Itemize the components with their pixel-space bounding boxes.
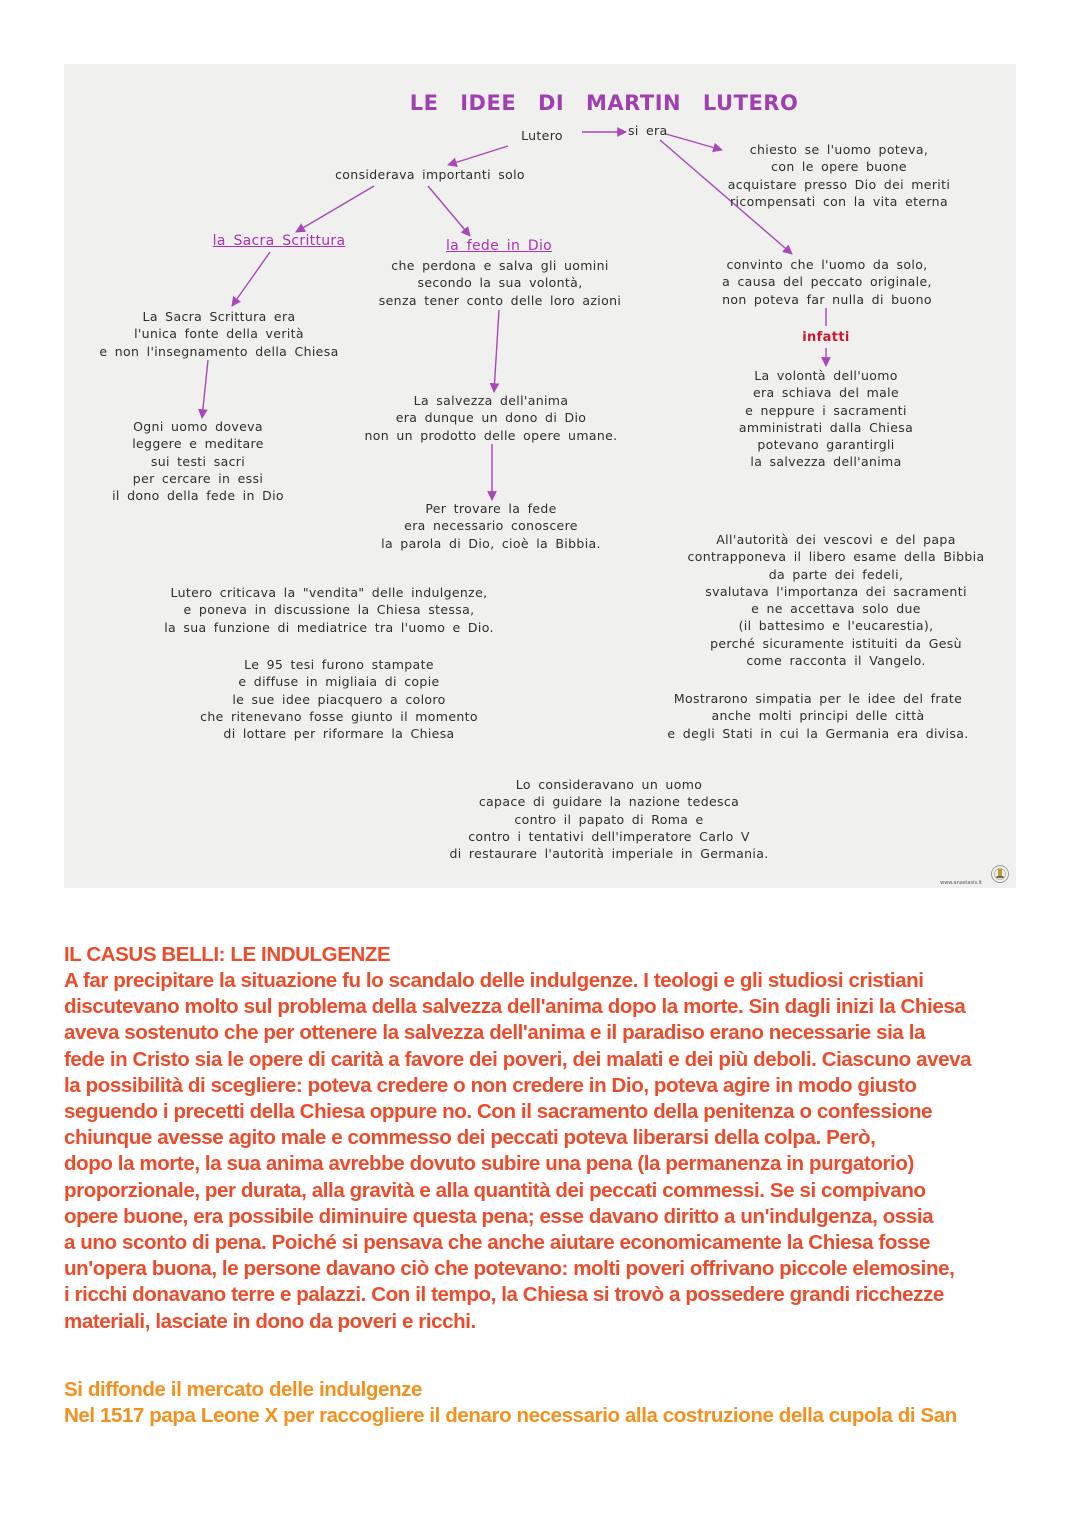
paragraph-mercato: [64, 1403, 1024, 1429]
concept-map: [64, 64, 1016, 888]
arrow-unica-ogni: [202, 360, 208, 418]
paragraph-line: materiali, lasciate in dono da poveri e ricchi.: [64, 1309, 476, 1333]
node-lutero: Lutero: [521, 128, 563, 143]
node-trovare-fede: Per trovare la fede era necessario conoscere la parola di Dio, cioè la Bibbia.: [381, 501, 601, 551]
node-ogni-uomo: Ogni uomo doveva leggere e meditare sui testi sacri per cercare in essi il dono della fede in Dio: [112, 419, 284, 504]
section-title-mercato: Si diffonde il mercato delle indulgenze: [64, 1377, 423, 1401]
paragraph-line: aveva sostenuto che per ottenere la salvezza dell'anima e il paradiso erano necessarie sia la: [64, 1021, 925, 1045]
node-autorita: All'autorità dei vescovi e del papa contrapponeva il libero esame della Bibbia da parte dei fedeli, svalutava l'importanza dei sacramenti e ne accettava solo due (il battesimo e l'eucarestia), perché sicuramente istituiti da Gesù come racconta il Vangelo.: [687, 532, 985, 669]
node-convinto: convinto che l'uomo da solo, a causa del peccato originale, non poteva far nulla di buono: [722, 257, 932, 307]
paragraph-line: proporzionale, per durata, alla gravità e alla quantità dei peccati commessi. Se si compivano: [64, 1178, 926, 1202]
paragraph-line: opere buone, era possibile diminuire questa pena; esse davano diritto a un'indulgenza, ossia: [64, 1204, 934, 1228]
article: [64, 942, 1024, 1429]
section-title-casus-belli: IL CASUS BELLI: LE INDULGENZE: [64, 943, 391, 966]
arrow-sacra-unica: [232, 252, 270, 306]
arrow-considerava-fede: [428, 186, 470, 236]
paragraph-casus-belli: [64, 968, 1024, 1335]
seal-icon: [990, 864, 1010, 884]
paragraph-line: i ricchi donavano terre e palazzi. Con il tempo, la Chiesa si trovò a possedere grandi ricchezze: [64, 1283, 944, 1307]
credit-text: www.anastasis.it: [940, 880, 982, 886]
node-fede-in-dio: la fede in Dio: [445, 238, 553, 254]
node-criticava: Lutero criticava la "vendita" delle indulgenze, e poneva in discussione la Chiesa stessa, la sua funzione di mediatrice tra l'uomo e Dio.: [164, 585, 494, 635]
node-considerava: considerava importanti solo: [335, 167, 525, 182]
node-infatti: infatti: [802, 330, 850, 345]
paragraph-line: la possibilità di scegliere: poteva credere o non credere in Dio, poteva agire in modo giusto: [64, 1073, 917, 1097]
arrow-considerava-sacra: [296, 186, 374, 232]
node-fede-desc: che perdona e salva gli uomini secondo la sua volontà, senza tener conto delle loro azioni: [378, 258, 622, 308]
node-simpatia: Mostrarono simpatia per le idee del frate anche molti principi delle città e degli Stati in cui la Germania era divisa.: [667, 691, 969, 741]
node-chiesto: chiesto se l'uomo poteva, con le opere buone acquistare presso Dio dei meriti ricompensati con la vita eterna: [727, 142, 951, 209]
node-volonta: La volontà dell'uomo era schiava del male e neppure i sacramenti amministrati dalla Chiesa potevano garantirgli la salvezza dell'anima: [738, 368, 914, 470]
paragraph-line: discutevano molto sul problema della salvezza dell'anima dopo la morte. Sin dagli inizi la Chiesa: [64, 995, 966, 1019]
node-sacra-unica: La Sacra Scrittura era l'unica fonte della verità e non l'insegnamento della Chiesa: [99, 309, 339, 359]
paragraph-line: Nel 1517 papa Leone X per raccogliere il denaro necessario alla costruzione della cupola di San: [64, 1403, 957, 1427]
node-tesi: Le 95 tesi furono stampate e diffuse in migliaia di copie le sue idee piacquero a coloro che ritenevano fosse giunto il momento di lottare per riformare la Chiesa: [200, 657, 478, 742]
paragraph-line: dopo la morte, la sua anima avrebbe dovuto subire una pena (la permanenza in purgatorio): [64, 1152, 914, 1176]
node-salvezza: La salvezza dell'anima era dunque un dono di Dio non un prodotto delle opere umane.: [364, 393, 618, 443]
arrow-lutero-considerava: [448, 146, 508, 165]
paragraph-line: chiunque avesse agito male e commesso dei peccati poteva liberarsi della colpa. Però,: [64, 1126, 876, 1150]
paragraph-line: fede in Cristo sia le opere di carità a favore dei poveri, dei malati e dei più deboli. Ciascuno aveva: [64, 1047, 972, 1071]
node-sacra-scrittura: la Sacra Scrittura: [212, 233, 346, 249]
paragraph-line: un'opera buona, le persone davano ciò che potevano: molti poveri offrivano piccole elemosine,: [64, 1257, 955, 1281]
arrow-fede-salvezza: [494, 310, 499, 392]
paragraph-line: A far precipitare la situazione fu lo scandalo delle indulgenze. I teologi e gli studiosi cristiani: [64, 969, 924, 992]
paragraph-line: a uno sconto di pena. Poiché si pensava che anche aiutare economicamente la Chiesa fosse: [64, 1231, 930, 1255]
node-consideravano: Lo consideravano un uomo capace di guidare la nazione tedesca contro il papato di Roma e contro i tentativi dell'imperatore Carlo V di restaurare l'autorità imperiale in Germania.: [449, 777, 769, 862]
node-si-era: si era: [628, 123, 668, 138]
paragraph-line: seguendo i precetti della Chiesa oppure no. Con il sacramento della penitenza o confessione: [64, 1100, 933, 1124]
concept-map-title: LE IDEE DI MARTIN LUTERO: [409, 91, 799, 115]
